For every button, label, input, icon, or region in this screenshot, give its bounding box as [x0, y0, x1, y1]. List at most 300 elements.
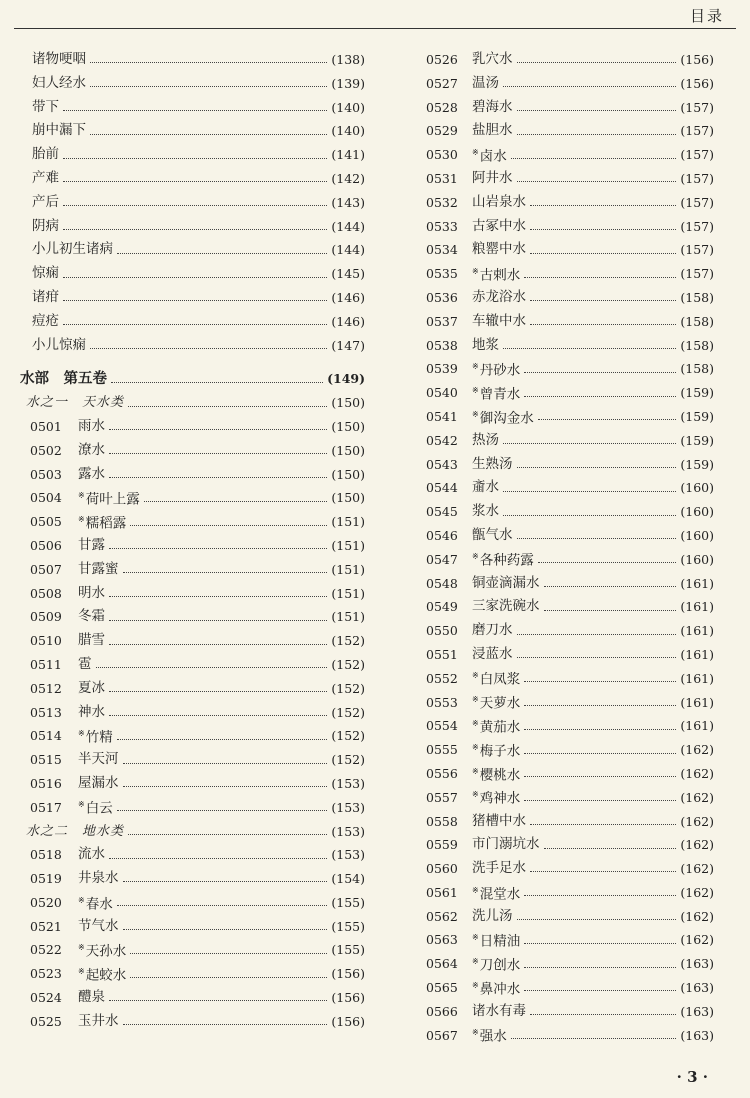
entry-title — [78, 534, 105, 558]
toc-entry — [426, 619, 714, 643]
entry-title-text: 水部 第五卷 — [20, 370, 107, 388]
entry-title-text: 曾青水 — [479, 386, 521, 403]
entry-code: 0526 — [426, 52, 458, 67]
entry-code: 0521 — [30, 918, 62, 934]
entry-title-text: 阿井水 — [472, 169, 513, 186]
toc-entry — [426, 429, 714, 453]
toc-entry — [20, 415, 365, 439]
entry-page: (151) — [331, 514, 365, 530]
entry-code: 0528 — [426, 99, 458, 115]
toc-entry — [20, 167, 365, 191]
toc-entry — [20, 310, 365, 334]
entry-code: 0530 — [426, 147, 458, 163]
entry-title — [472, 96, 513, 120]
entry-code: 0517 — [30, 799, 62, 815]
toc-entry — [426, 548, 714, 572]
asterisk-mark: ※ — [472, 742, 479, 752]
entry-page: (162) — [680, 742, 714, 758]
dot-leader — [117, 253, 327, 254]
toc-entry — [426, 310, 714, 334]
entry-title — [78, 772, 119, 796]
entry-title-text: 天萝水 — [479, 695, 521, 712]
entry-page: (160) — [680, 551, 714, 567]
dot-leader — [524, 967, 676, 968]
entry-title — [472, 545, 534, 573]
dot-leader — [517, 538, 677, 539]
toc-entry — [20, 262, 365, 286]
entry-title-text: 小儿惊痫 — [32, 336, 86, 353]
dot-leader — [130, 953, 327, 954]
entry-page: (153) — [331, 799, 365, 815]
entry-title — [472, 260, 520, 288]
entry-code: 0518 — [30, 847, 62, 863]
toc-entry — [426, 286, 714, 310]
entry-page: (145) — [331, 266, 365, 282]
entry-title — [78, 986, 105, 1010]
entry-code: 0516 — [30, 775, 62, 791]
entry-page: (150) — [331, 466, 365, 482]
entry-code: 0549 — [426, 599, 458, 615]
dot-leader — [524, 729, 676, 730]
entry-page: (156) — [331, 966, 365, 982]
entry-page: (162) — [680, 932, 714, 948]
toc-entry — [426, 167, 714, 191]
dot-leader — [123, 763, 328, 764]
entry-page: (160) — [680, 504, 714, 520]
entry-code: 0536 — [426, 289, 458, 305]
entry-title-text: 市门溺坑水 — [472, 836, 540, 853]
toc-entry — [20, 867, 365, 891]
asterisk-mark: ※ — [472, 362, 479, 372]
asterisk-mark: ※ — [472, 552, 479, 562]
entry-title — [472, 500, 499, 524]
entry-title-text: 竹精 — [85, 729, 113, 746]
entry-code: 0513 — [30, 704, 62, 720]
entry-code: 0522 — [30, 942, 62, 958]
dot-leader — [530, 871, 676, 872]
toc-entry — [426, 714, 714, 738]
entry-page: (150) — [331, 418, 365, 434]
entry-page: (158) — [680, 361, 714, 377]
entry-page: (143) — [331, 194, 365, 210]
dot-leader — [109, 620, 327, 621]
toc-left-column — [20, 48, 365, 1034]
entry-page: (161) — [680, 670, 714, 686]
entry-title-text: 糯稻露 — [85, 515, 127, 532]
dot-leader — [117, 810, 328, 811]
entry-title-text: 露水 — [78, 465, 105, 482]
entry-title — [32, 143, 59, 167]
toc-entry — [426, 1024, 714, 1048]
entry-code: 0545 — [426, 504, 458, 520]
entry-title-text: 黄茄水 — [479, 719, 521, 736]
entry-page: (161) — [680, 599, 714, 615]
toc-entry — [426, 453, 714, 477]
entry-page: (159) — [680, 432, 714, 448]
entry-title-text: 粮罂中水 — [472, 241, 526, 258]
entry-page: (144) — [331, 242, 365, 258]
entry-title-text: 明水 — [78, 584, 105, 601]
dot-leader — [109, 477, 327, 478]
entry-page: (160) — [680, 527, 714, 543]
entry-page: (157) — [680, 147, 714, 163]
entry-page: (158) — [680, 337, 714, 353]
entry-page: (156) — [680, 75, 714, 91]
toc-entry — [426, 595, 714, 619]
entry-title — [472, 810, 526, 834]
entry-code: 0512 — [30, 680, 62, 696]
toc-entry — [20, 748, 365, 772]
dot-leader — [109, 429, 327, 430]
entry-code: 0542 — [426, 432, 458, 448]
entry-title-text: 诸水有毒 — [472, 1002, 526, 1019]
toc-entry — [426, 524, 714, 548]
entry-page: (162) — [680, 861, 714, 877]
entry-title — [78, 1010, 119, 1034]
toc-entry — [20, 796, 365, 820]
toc-entry — [426, 952, 714, 976]
entry-page: (155) — [331, 942, 365, 958]
entry-code: 0520 — [30, 894, 62, 910]
toc-entry — [20, 986, 365, 1010]
dot-leader — [123, 881, 328, 882]
asterisk-mark: ※ — [472, 1028, 479, 1038]
entry-code: 0524 — [30, 990, 62, 1006]
entry-title-text: 洗儿汤 — [472, 907, 513, 924]
header-title: 目录 — [689, 7, 724, 25]
entry-title — [472, 429, 499, 453]
toc-entry — [426, 334, 714, 358]
dot-leader — [63, 324, 327, 325]
entry-page: (144) — [331, 218, 365, 234]
toc-entry — [20, 558, 365, 582]
entry-title — [78, 463, 105, 487]
entry-code: 0529 — [426, 123, 458, 139]
entry-title-text: 各种药露 — [479, 552, 534, 569]
dot-leader — [109, 715, 327, 716]
dot-leader — [123, 572, 328, 573]
dot-leader — [90, 86, 327, 87]
entry-title — [472, 141, 507, 169]
entry-title-text: 水之一 天水类 — [26, 395, 125, 411]
toc-entry — [426, 96, 714, 120]
toc-entry — [426, 667, 714, 691]
entry-page: (159) — [680, 408, 714, 424]
toc-entry — [20, 48, 365, 72]
entry-title — [472, 238, 526, 262]
entry-code: 0540 — [426, 385, 458, 401]
toc-entry — [426, 72, 714, 96]
entry-code: 0547 — [426, 551, 458, 567]
dot-leader — [503, 515, 676, 516]
entry-title — [472, 1000, 526, 1024]
toc-entry — [426, 357, 714, 381]
dot-leader — [530, 300, 676, 301]
entry-title-text: 地浆 — [472, 336, 499, 353]
entry-title — [78, 582, 105, 606]
entry-code: 0527 — [426, 75, 458, 91]
entry-title — [32, 72, 86, 96]
entry-title — [472, 48, 513, 72]
entry-title-text: 诸物哽咽 — [32, 51, 86, 67]
entry-title-text: 磨刀水 — [472, 622, 513, 639]
dot-leader — [109, 596, 327, 597]
dot-leader — [530, 324, 676, 325]
entry-page: (156) — [331, 990, 365, 1006]
toc-entry — [20, 605, 365, 629]
entry-code: 0560 — [426, 861, 458, 877]
entry-page: (151) — [331, 609, 365, 625]
entry-title — [78, 748, 119, 772]
asterisk-mark: ※ — [472, 671, 479, 681]
toc-entry — [426, 572, 714, 596]
entry-title-text: 生熟汤 — [472, 455, 513, 472]
dot-leader — [530, 253, 676, 254]
dot-leader — [109, 644, 327, 645]
entry-title-text: 妇人经水 — [32, 74, 86, 91]
entry-page: (157) — [680, 99, 714, 115]
entry-code: 0557 — [426, 789, 458, 805]
entry-title — [472, 595, 540, 619]
entry-title — [78, 653, 92, 677]
dot-leader — [544, 586, 677, 587]
toc-entry — [20, 510, 365, 534]
entry-code: 0546 — [426, 527, 458, 543]
dot-leader — [517, 657, 677, 658]
entry-title-text: 产难 — [32, 169, 59, 186]
dot-leader — [123, 929, 328, 930]
entry-title-text: 流水 — [78, 846, 105, 863]
entry-page: (162) — [680, 908, 714, 924]
dot-leader — [503, 86, 676, 87]
entry-page: (153) — [331, 823, 365, 839]
dot-leader — [524, 277, 676, 278]
entry-title-text: 小儿初生诸病 — [32, 241, 113, 258]
entry-title — [472, 643, 513, 667]
entry-title-text: 雨水 — [78, 417, 105, 434]
entry-title-text: 水之二 地水类 — [26, 823, 125, 839]
entry-title — [78, 867, 119, 891]
entry-title — [472, 476, 499, 500]
toc-entry — [20, 653, 365, 677]
entry-code: 0533 — [426, 218, 458, 234]
dot-leader — [503, 491, 676, 492]
asterisk-mark: ※ — [472, 409, 479, 419]
entry-code: 0550 — [426, 623, 458, 639]
entry-code: 0543 — [426, 456, 458, 472]
entry-page: (161) — [680, 646, 714, 662]
entry-title-text: 节气水 — [78, 917, 119, 934]
entry-title-text: 夏冰 — [78, 679, 105, 696]
entry-page: (161) — [680, 575, 714, 591]
entry-title — [78, 439, 105, 463]
dot-leader — [517, 181, 677, 182]
dot-leader — [123, 786, 328, 787]
entry-page: (150) — [331, 442, 365, 458]
entry-title — [472, 905, 513, 929]
entry-code: 0515 — [30, 752, 62, 768]
toc-entry — [426, 381, 714, 405]
toc-entry — [426, 905, 714, 929]
dot-leader — [517, 467, 677, 468]
entry-page: (157) — [680, 194, 714, 210]
entry-page: (157) — [680, 170, 714, 186]
entry-title-text: 雹 — [78, 655, 92, 672]
entry-code: 0566 — [426, 1003, 458, 1019]
entry-title — [472, 619, 513, 643]
entry-code: 0552 — [426, 670, 458, 686]
asterisk-mark: ※ — [78, 491, 85, 501]
entry-page: (138) — [331, 52, 365, 67]
entry-title — [26, 391, 124, 415]
entry-title — [472, 879, 520, 907]
toc-entry — [426, 191, 714, 215]
entry-title-text: 玉井水 — [78, 1012, 119, 1029]
dot-leader — [517, 634, 677, 635]
entry-page: (151) — [331, 537, 365, 553]
entry-code: 0525 — [30, 1013, 62, 1029]
asterisk-mark: ※ — [78, 729, 85, 739]
dot-leader — [96, 667, 328, 668]
entry-title-text: 碧海水 — [472, 98, 513, 115]
entry-code: 0559 — [426, 837, 458, 853]
entry-page: (152) — [331, 633, 365, 649]
dot-leader — [117, 739, 328, 740]
toc-entry — [20, 534, 365, 558]
entry-title-text: 鼻冲水 — [479, 981, 521, 998]
entry-title — [472, 974, 520, 1002]
entry-page: (162) — [680, 884, 714, 900]
dot-leader — [524, 895, 676, 896]
entry-title-text: 混堂水 — [479, 886, 521, 903]
toc-entry — [426, 1000, 714, 1024]
toc-entry — [426, 810, 714, 834]
entry-title-text: 强水 — [479, 1028, 507, 1045]
entry-title — [78, 960, 126, 988]
entry-title — [32, 48, 86, 72]
toc-entry — [20, 286, 365, 310]
entry-page: (162) — [680, 789, 714, 805]
entry-page: (157) — [680, 266, 714, 282]
entry-title-text: 浸蓝水 — [472, 645, 513, 662]
entry-title-text: 古冢中水 — [472, 217, 526, 234]
toc-entry — [20, 629, 365, 653]
toc-entry — [20, 772, 365, 796]
toc-entry — [20, 486, 365, 510]
entry-code: 0534 — [426, 242, 458, 258]
asterisk-mark: ※ — [472, 766, 479, 776]
dot-leader — [63, 205, 327, 206]
entry-code: 0554 — [426, 718, 458, 734]
entry-title-text: 白云 — [85, 800, 113, 817]
entry-title-text: 崩中漏下 — [32, 122, 86, 139]
entry-title — [78, 722, 113, 750]
asterisk-mark: ※ — [472, 885, 479, 895]
dot-leader — [503, 443, 676, 444]
toc-entry — [20, 915, 365, 939]
toc-entry — [426, 238, 714, 262]
entry-page: (158) — [680, 313, 714, 329]
dot-leader — [517, 919, 677, 920]
entry-title — [472, 334, 499, 358]
dot-leader — [544, 848, 677, 849]
dot-leader — [524, 372, 676, 373]
toc-entry — [426, 691, 714, 715]
dot-leader — [90, 62, 327, 63]
entry-title-text: 温汤 — [472, 74, 499, 91]
asterisk-mark: ※ — [78, 943, 85, 953]
entry-page: (149) — [327, 371, 365, 387]
dot-leader — [111, 382, 323, 383]
dot-leader — [63, 229, 327, 230]
entry-title — [472, 286, 526, 310]
entry-page: (162) — [680, 765, 714, 781]
entry-page: (163) — [680, 1003, 714, 1019]
entry-code: 0505 — [30, 514, 62, 530]
entry-title-text: 刀创水 — [479, 957, 521, 974]
dot-leader — [538, 419, 677, 420]
dot-leader — [123, 1024, 328, 1025]
entry-title — [78, 889, 113, 917]
entry-title-text: 车辙中水 — [472, 312, 526, 329]
dot-leader — [63, 277, 327, 278]
entry-title-text: 乳穴水 — [472, 51, 513, 67]
dot-leader — [90, 134, 327, 135]
entry-page: (140) — [331, 99, 365, 115]
entry-page: (156) — [680, 52, 714, 67]
entry-code: 0561 — [426, 884, 458, 900]
toc-entry — [20, 582, 365, 606]
entry-title — [472, 857, 526, 881]
entry-page: (142) — [331, 170, 365, 186]
dot-leader — [90, 348, 327, 349]
entry-page: (147) — [331, 337, 365, 353]
entry-code: 0555 — [426, 742, 458, 758]
entry-title — [32, 334, 86, 358]
entry-title-text: 冬霜 — [78, 608, 105, 625]
page-header — [0, 0, 750, 30]
entry-title-text: 甘露蜜 — [78, 560, 119, 577]
entry-title — [78, 508, 126, 536]
dot-leader — [63, 110, 327, 111]
entry-title-text: 醴泉 — [78, 989, 105, 1006]
entry-title-text: 赤龙浴水 — [472, 288, 526, 305]
toc-entry — [20, 191, 365, 215]
dot-leader — [109, 858, 327, 859]
entry-code: 0567 — [426, 1027, 458, 1043]
entry-title-text: 起蛟水 — [85, 967, 127, 984]
entry-title-text: 铜壶滴漏水 — [472, 574, 540, 591]
entry-title — [32, 167, 59, 191]
entry-title-text: 春水 — [85, 896, 113, 913]
entry-page: (162) — [680, 837, 714, 853]
entry-title-text: 三家洗碗水 — [472, 598, 540, 615]
toc-entry — [426, 500, 714, 524]
entry-title — [78, 415, 105, 439]
entry-title-text: 卤水 — [479, 148, 507, 165]
entry-title — [472, 524, 513, 548]
toc-subsection-heading — [20, 820, 365, 844]
toc-entry — [426, 738, 714, 762]
entry-title-text: 猪槽中水 — [472, 812, 526, 829]
toc-entry — [20, 843, 365, 867]
toc-entry — [426, 833, 714, 857]
entry-code: 0564 — [426, 956, 458, 972]
dot-leader — [109, 453, 327, 454]
asterisk-mark: ※ — [472, 957, 479, 967]
entry-title-text: 潦水 — [78, 441, 105, 458]
toc-entry — [20, 677, 365, 701]
